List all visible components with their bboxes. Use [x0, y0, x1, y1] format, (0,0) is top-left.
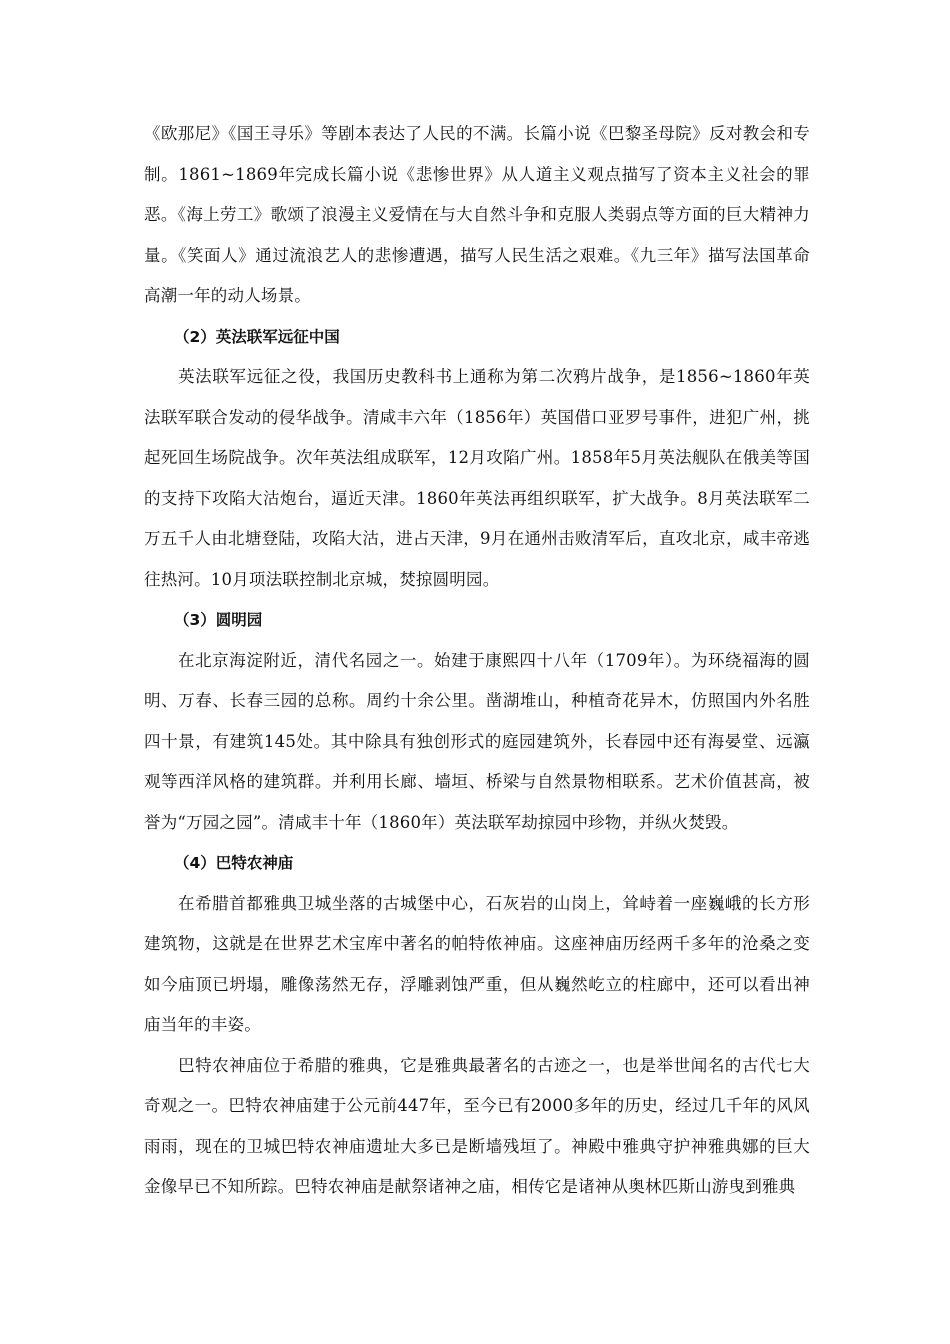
- intro-paragraph: 《欧那尼》《国王寻乐》等剧本表达了人民的不满。长篇小说《巴黎圣母院》反对教会和专制。1861~1869年完成长篇小说《悲惨世界》从人道主义观点描写了资本主义社会的罪恶。《海上劳工》歌颂了浪漫主义爱情在与大自然斗争和克服人类弱点等方面的巨大精神力量。《笑面人》通过流浪艺人的悲惨遭遇，描写人民生活之艰难。《九三年》描写法国革命高潮一年的动人场景。: [144, 124, 810, 305]
- document-body: [144, 114, 810, 1208]
- section-heading-yuanmingyuan: （3）圆明园: [174, 611, 263, 629]
- section-heading-parthenon: （4）巴特农神庙: [174, 854, 294, 872]
- paragraph-parthenon-1: 在希腊首都雅典卫城坐落的古城堡中心，石灰岩的山岗上，耸峙着一座巍峨的长方形建筑物，这就是在世界艺术宝库中著名的帕特侬神庙。这座神庙历经两千多年的沧桑之变如今庙顶已坍塌，雕像荡然无存，浮雕剥蚀严重，但从巍然屹立的柱廊中，还可以看出神庙当年的丰姿。: [144, 893, 810, 1034]
- paragraph-yuanmingyuan: 在北京海淀附近，清代名园之一。始建于康熙四十八年（1709年）。为环绕福海的圆明、万春、长春三园的总称。周约十余公里。凿湖堆山，种植奇花异木，仿照国内外名胜四十景，有建筑145处。其中除具有独创形式的庭园建筑外，长春园中还有海晏堂、远瀛观等西洋风格的建筑群。并利用长廊、墙垣、桥梁与自然景物相联系。艺术价值甚高，被誉为“万园之园”。清咸丰十年（1860年）英法联军劫掠园中珍物，并纵火焚毁。: [144, 650, 810, 832]
- section-heading-anglo-french-expedition: （2）英法联军远征中国: [174, 327, 340, 346]
- paragraph-parthenon-2: 巴特农神庙位于希腊的雅典，它是雅典最著名的古迹之一，也是举世闻名的古代七大奇观之一。巴特农神庙建于公元前447年，至今已有2000多年的历史，经过几千年的风风雨雨，现在的卫城巴特农神庙遗址大多已是断墙残垣了。神殿中雅典守护神雅典娜的巨大金像早已不知所踪。巴特农神庙是献祭诸神之庙，相传它是诸神从奥林匹斯山游曳到雅典: [144, 1055, 810, 1196]
- paragraph-anglo-french-expedition: 英法联军远征之役，我国历史教科书上通称为第二次鸦片战争，是1856~1860年英法联军联合发动的侵华战争。清咸丰六年（1856年）英国借口亚罗号事件，进犯广州，挑起死回生场院战争。次年英法组成联军，12月攻陷广州。1858年5月英法舰队在俄美等国的支持下攻陷大沽炮台，逼近天津。1860年英法再组织联军，扩大战争。8月英法联军二万五千人由北塘登陆，攻陷大沽，进占天津，9月在通州击败清军后，直攻北京，咸丰帝逃往热河。10月项法联控制北京城，焚掠圆明园。: [144, 367, 810, 589]
